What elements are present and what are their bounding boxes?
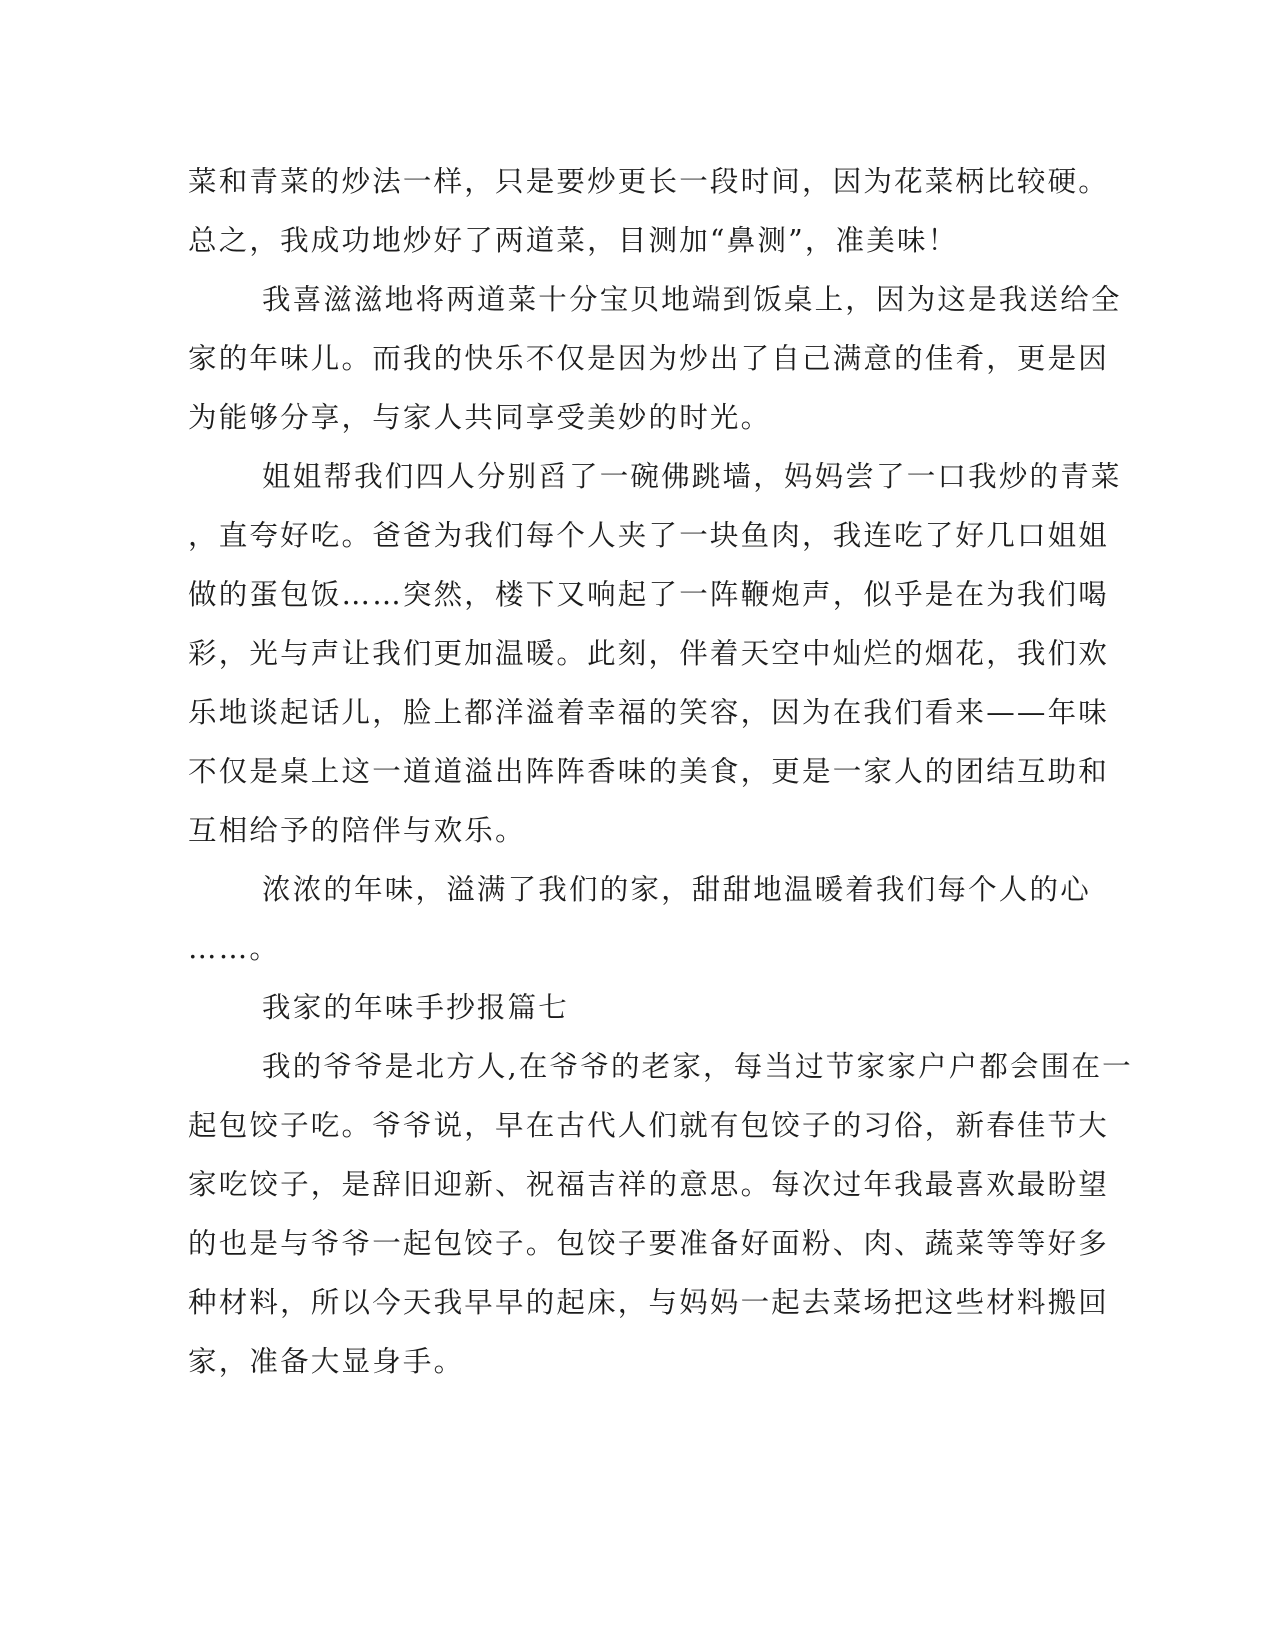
text-line: 家吃饺子，是辞旧迎新、祝福吉祥的意思。每次过年我最喜欢最盼望 [188, 1168, 1110, 1201]
text-line: 家的年味儿。而我的快乐不仅是因为炒出了自己满意的佳肴，更是因 [188, 342, 1110, 375]
text-line: 彩，光与声让我们更加温暖。此刻，伴着天空中灿烂的烟花，我们欢 [188, 637, 1110, 670]
paragraph-first-line: 浓浓的年味，溢满了我们的家，甜甜地温暖着我们每个人的心 [262, 873, 1091, 906]
text-line: 不仅是桌上这一道道溢出阵阵香味的美食，更是一家人的团结互助和 [188, 755, 1110, 788]
paragraph-first-line: 我喜滋滋地将两道菜十分宝贝地端到饭桌上，因为这是我送给全 [262, 283, 1122, 316]
paragraph-first-line: 姐姐帮我们四人分别舀了一碗佛跳墙，妈妈尝了一口我炒的青菜 [262, 460, 1122, 493]
text-line: 的也是与爷爷一起包饺子。包饺子要准备好面粉、肉、蔬菜等等好多 [188, 1227, 1110, 1260]
text-line: ，直夸好吃。爸爸为我们每个人夹了一块鱼肉，我连吃了好几口姐姐 [188, 519, 1110, 552]
text-line: 互相给予的陪伴与欢乐。 [188, 814, 526, 847]
text-line: 为能够分享，与家人共同享受美妙的时光。 [188, 401, 772, 434]
text-line: 乐地谈起话儿，脸上都洋溢着幸福的笑容，因为在我们看来——年味 [188, 696, 1110, 729]
text-line: 菜和青菜的炒法一样，只是要炒更长一段时间，因为花菜柄比较硬。 [188, 165, 1110, 198]
section-heading: 我家的年味手抄报篇七 [262, 991, 570, 1024]
text-line: 种材料，所以今天我早早的起床，与妈妈一起去菜场把这些材料搬回 [188, 1286, 1110, 1319]
paragraph-first-line: 我的爷爷是北方人,在爷爷的老家，每当过节家家户户都会围在一 [262, 1050, 1133, 1083]
text-line: 家，准备大显身手。 [188, 1345, 465, 1378]
text-line: ……。 [188, 932, 281, 965]
text-line: 做的蛋包饭……突然，楼下又响起了一阵鞭炮声，似乎是在为我们喝 [188, 578, 1110, 611]
text-line: 总之，我成功地炒好了两道菜，目测加“鼻测”，准美味！ [188, 224, 959, 257]
text-line: 起包饺子吃。爷爷说，早在古代人们就有包饺子的习俗，新春佳节大 [188, 1109, 1110, 1142]
